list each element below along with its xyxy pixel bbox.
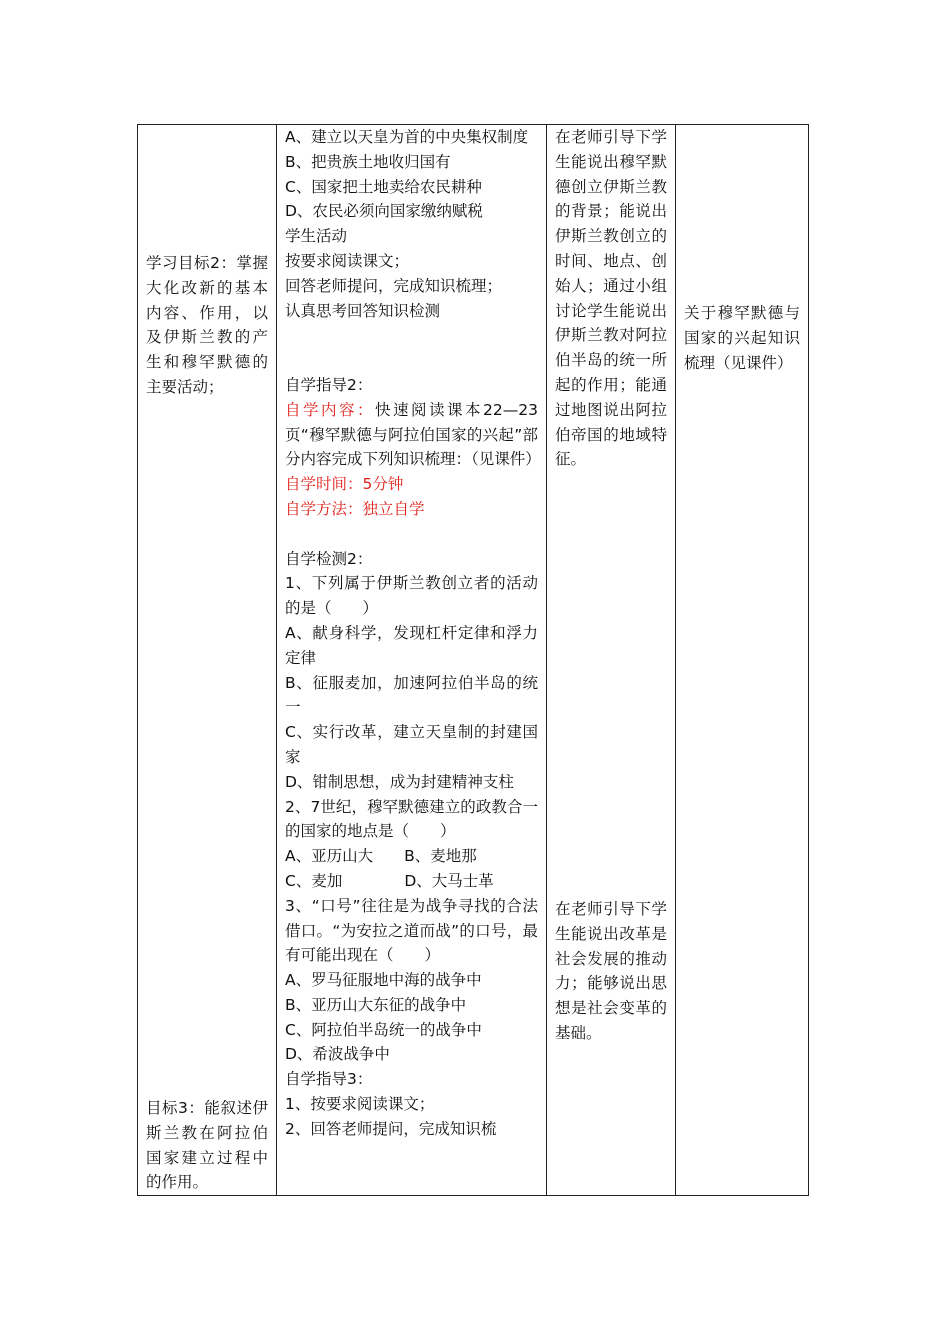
note-column [676, 125, 809, 1196]
question-1: 1、下列属于伊斯兰教创立者的活动的是（ ） [285, 574, 538, 618]
question-1-option: A、献身科学，发现杠杆定律和浮力定律 [285, 623, 538, 667]
goal-2-text: 学习目标2：掌握大化改新的基本内容、作用，以及伊斯兰教的产生和穆罕默德的主要活动； [146, 254, 268, 396]
question-3-option: C、阿拉伯半岛统一的战争中 [285, 1020, 482, 1039]
activity-line: 认真思考回答知识检测 [285, 301, 441, 320]
question-3-option: A、罗马征服地中海的战争中 [285, 971, 482, 990]
guide-2-method: 自学方法：独立自学 [285, 499, 425, 518]
question-2: 2、7世纪，穆罕默德建立的政教合一的国家的地点是（ ） [285, 797, 538, 841]
question-3-option: B、亚历山大东征的战争中 [285, 995, 467, 1014]
question-3-option: D、希波战争中 [285, 1045, 390, 1064]
question-2-options-row: C、麦加 D、大马士革 [285, 871, 494, 890]
note-1-text: 关于穆罕默德与国家的兴起知识梳理（见课件） [684, 304, 800, 372]
question-3: 3、“口号”往往是为战争寻找的合法借口。“为安拉之道而战”的口号，最有可能出现在（ ） [285, 896, 538, 965]
question-1-option: D、钳制思想，成为封建精神支柱 [285, 772, 514, 791]
option-list-top [285, 125, 538, 323]
activity-line: C、国家把土地卖给农民耕种 [285, 177, 482, 196]
lesson-plan-table [137, 124, 809, 1196]
activity-line: 按要求阅读课文； [285, 251, 410, 270]
guide-2-title: 自学指导2： [285, 375, 373, 394]
activity-line: 回答老师提问，完成知识梳理； [285, 276, 503, 295]
activity-line: A、建立以天皇为首的中央集权制度 [285, 128, 529, 146]
question-1-option: B、征服麦加，加速阿拉伯半岛的统一 [285, 673, 538, 717]
activity-line: B、把贵族土地收归国有 [285, 152, 451, 171]
guide-2-content-text: 快速阅读课本22—23页“穆罕默德与阿拉伯国家的兴起”部分内容完成下列知识梳理：（见课件） [285, 400, 541, 469]
guide-3-title: 自学指导3： [285, 1070, 373, 1089]
activity-column [277, 125, 547, 1196]
outcome-1-text: 在老师引导下学生能说出穆罕默德创立伊斯兰教的背景；能说出伊斯兰教创立的时间、地点、创始人；通过小组讨论学生能说出伊斯兰教对阿拉伯半岛的统一所起的作用；能通过地图说出阿拉伯帝国的地域特征。 [555, 128, 667, 469]
activity-line: 学生活动 [285, 227, 348, 246]
guide-3-line: 1、按要求阅读课文； [285, 1095, 435, 1114]
check-2-title: 自学检测2： [285, 549, 373, 568]
guide-3-line: 2、回答老师提问，完成知识梳 [285, 1119, 497, 1138]
goal-column [138, 125, 277, 1196]
outcome-column [547, 125, 676, 1196]
guide-2-content-label: 自学内容： [285, 400, 376, 419]
question-1-option: C、实行改革，建立天皇制的封建国家 [285, 723, 538, 766]
activity-line: D、农民必须向国家缴纳赋税 [285, 202, 483, 221]
guide-2-time: 自学时间：5分钟 [285, 475, 404, 494]
question-2-options-row: A、亚历山大 B、麦地那 [285, 847, 477, 866]
goal-3-text: 目标3：能叙述伊斯兰教在阿拉伯国家建立过程中的作用。 [146, 1099, 268, 1192]
outcome-2-text: 在老师引导下学生能说出改革是社会发展的推动力；能够说出思想是社会变革的基础。 [555, 900, 667, 1042]
guide-2-content [285, 398, 541, 472]
